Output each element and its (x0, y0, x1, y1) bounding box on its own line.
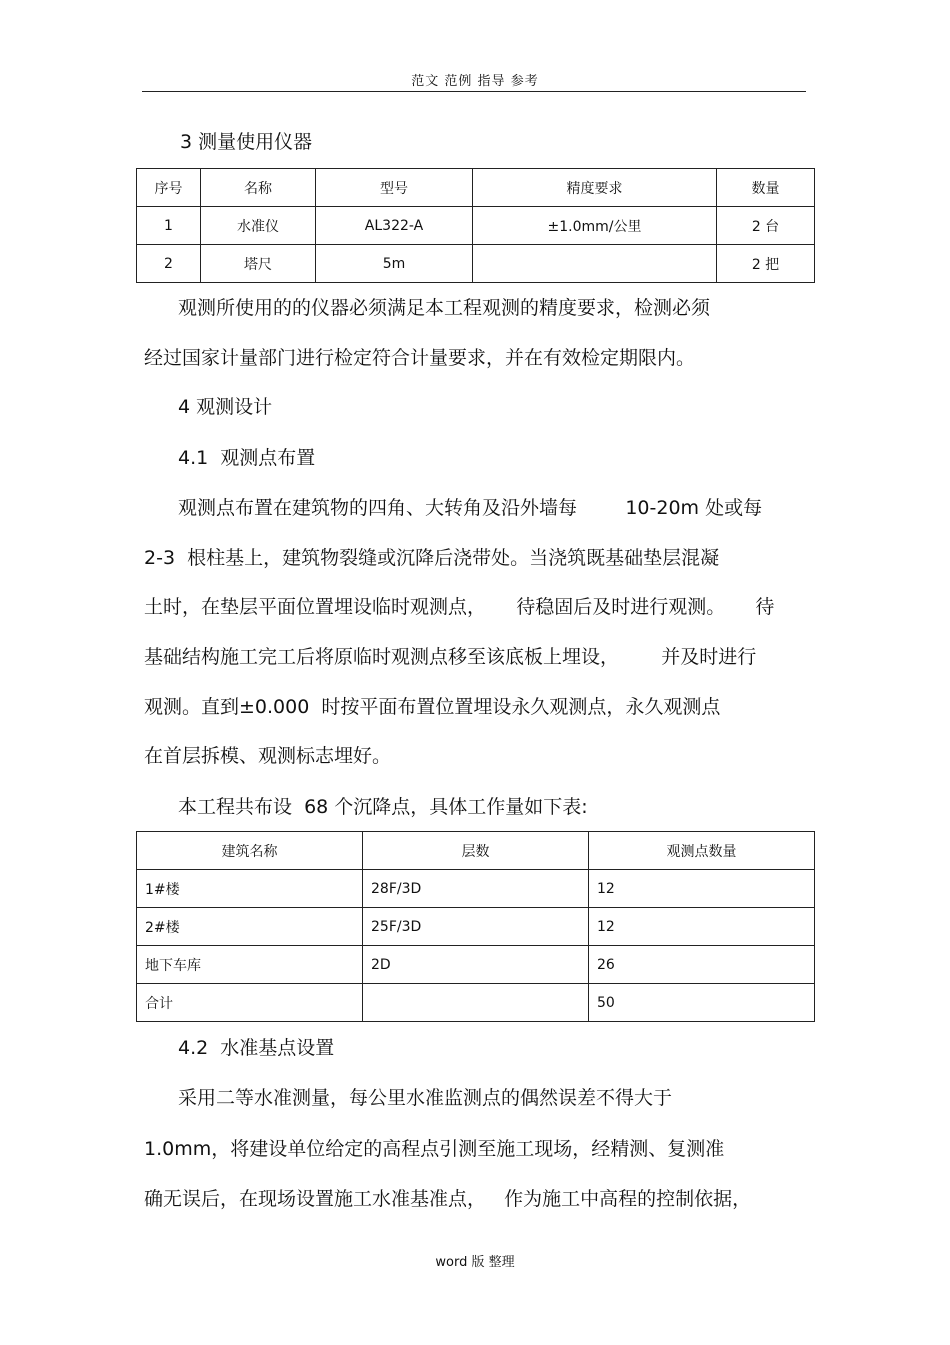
header-cell: 序号 (137, 169, 201, 207)
table-row (137, 245, 815, 283)
instruments-table (136, 168, 815, 283)
table-cell: 2 (137, 245, 201, 283)
header-cell: 层数 (363, 832, 589, 870)
table-cell: 地下车库 (137, 946, 363, 984)
section-4-title: 4 观测设计 (178, 396, 273, 418)
table-cell: 28F/3D (363, 870, 589, 908)
table-row (137, 984, 815, 1022)
table-cell: 26 (589, 946, 815, 984)
table-row (137, 946, 815, 984)
page-header: 范文 范例 指导 参考 (411, 74, 539, 89)
table-row (137, 207, 815, 245)
paragraph-line: 基础结构施工完工后将原临时观测点移至该底板上埋设， 并及时进行 (144, 646, 757, 668)
table-cell: 合计 (137, 984, 363, 1022)
header-cell: 建筑名称 (137, 832, 363, 870)
table-header-row (137, 832, 815, 870)
header-cell: 观测点数量 (589, 832, 815, 870)
section-3-title: 3 测量使用仪器 (180, 131, 313, 153)
table-cell: 2#楼 (137, 908, 363, 946)
page-footer: word 版 整理 (435, 1255, 515, 1270)
table-row (137, 908, 815, 946)
table-cell: 50 (589, 984, 815, 1022)
table-cell: 1 (137, 207, 201, 245)
table-cell: 2 把 (717, 245, 815, 283)
table-cell: AL322-A (316, 207, 473, 245)
table-cell: 2 台 (717, 207, 815, 245)
paragraph-line: 1.0mm，将建设单位给定的高程点引测至施工现场，经精测、复测准 (144, 1138, 725, 1160)
table-cell: 水准仪 (201, 207, 316, 245)
paragraph-line: 观测。直到±0.000 时按平面布置位置埋设永久观测点，永久观测点 (144, 696, 721, 718)
header-cell: 精度要求 (473, 169, 717, 207)
table-cell (363, 984, 589, 1022)
table-cell: 12 (589, 908, 815, 946)
paragraph-line: 土时，在垫层平面位置埋设临时观测点， 待稳固后及时进行观测。 待 (144, 596, 775, 618)
paragraph-line: 观测所使用的的仪器必须满足本工程观测的精度要求，检测必须 (178, 297, 711, 319)
table-cell: 塔尺 (201, 245, 316, 283)
table-cell: 2D (363, 946, 589, 984)
paragraph-line: 采用二等水准测量，每公里水准监测点的偶然误差不得大于 (178, 1087, 673, 1109)
settlement-points-table (136, 831, 815, 1022)
paragraph-line: 观测点布置在建筑物的四角、大转角及沿外墙每 10-20m 处或每 (178, 497, 763, 519)
table-cell: ±1.0mm/公里 (473, 207, 717, 245)
table-row (137, 870, 815, 908)
header-divider (142, 91, 806, 92)
table-cell: 12 (589, 870, 815, 908)
paragraph-line: 2-3 根柱基上，建筑物裂缝或沉降后浇带处。当浇筑既基础垫层混凝 (144, 547, 720, 569)
section-4-2-title: 4.2 水准基点设置 (178, 1037, 335, 1059)
header-cell: 型号 (316, 169, 473, 207)
table-header-row (137, 169, 815, 207)
paragraph-line: 确无误后，在现场设置施工水准基准点， 作为施工中高程的控制依据， (144, 1188, 752, 1210)
table-cell: 25F/3D (363, 908, 589, 946)
header-cell: 名称 (201, 169, 316, 207)
paragraph-line: 在首层拆模、观测标志埋好。 (144, 745, 392, 767)
section-4-1-title: 4.1 观测点布置 (178, 447, 316, 469)
table-cell: 1#楼 (137, 870, 363, 908)
table-cell (473, 245, 717, 283)
table-cell: 5m (316, 245, 473, 283)
paragraph-line: 本工程共布设 68 个沉降点，具体工作量如下表: (178, 796, 588, 818)
paragraph-line: 经过国家计量部门进行检定符合计量要求，并在有效检定期限内。 (144, 347, 696, 369)
header-cell: 数量 (717, 169, 815, 207)
